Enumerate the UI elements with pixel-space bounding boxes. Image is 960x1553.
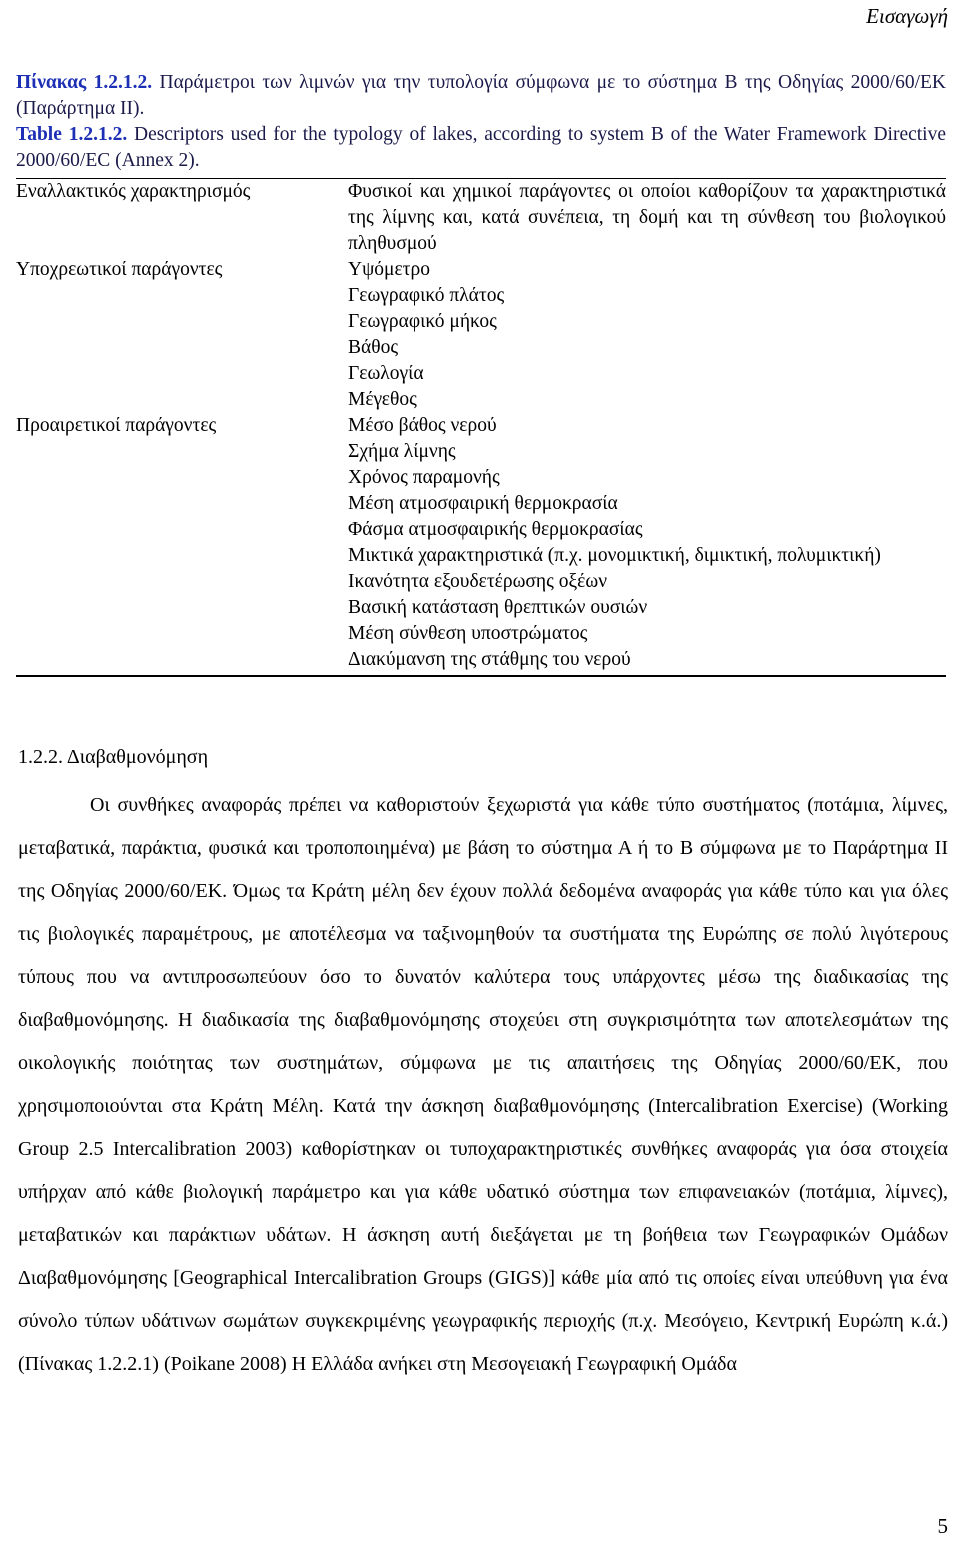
optional-row [16, 413, 946, 673]
list-item: Ικανότητα εξουδετέρωσης οξέων [348, 571, 608, 592]
optional-label: Προαιρετικοί παράγοντες [16, 415, 217, 436]
lake-descriptors-table [16, 178, 946, 677]
list-item: Μέγεθος [348, 389, 417, 410]
list-item: Χρόνος παραμονής [348, 467, 500, 488]
caption-greek-label: Πίνακας [16, 72, 87, 93]
list-item: Γεωλογία [348, 363, 424, 384]
optional-list [348, 413, 946, 673]
header-left-cell: Εναλλακτικός χαρακτηρισμός [16, 181, 251, 202]
header-right-cell: Φυσικοί και χημικοί παράγοντες οι οποίοι καθορίζουν τα χαρακτηριστικά της λίμνης και, κατά συνέπεια, τη δομή και τη σύνθεση του βιολογικού πληθυσμού [348, 181, 946, 254]
table-caption-greek [16, 70, 946, 122]
list-item: Μέση ατμοσφαιρική θερμοκρασία [348, 493, 618, 514]
caption-greek-number: 1.2.1.2. [93, 72, 153, 93]
list-item: Βασική κατάσταση θρεπτικών ουσιών [348, 597, 648, 618]
list-item: Βάθος [348, 337, 399, 358]
mandatory-list [348, 257, 946, 413]
section-number: 1.2.2. [18, 746, 63, 768]
page-number: 5 [937, 1514, 948, 1538]
mandatory-row [16, 257, 946, 413]
section-title: Διαβαθμονόμηση [66, 746, 209, 768]
table-caption-english [16, 122, 946, 174]
caption-english-number: 1.2.1.2. [68, 124, 128, 145]
caption-greek-text: Παράμετροι των λιμνών για την τυπολογία σύμφωνα με το σύστημα B της Οδηγίας 2000/60/ΕΚ (Παράρτημα ΙΙ). [16, 72, 947, 119]
list-item: Διακύμανση της στάθμης του νερού [348, 649, 631, 670]
table-header-row [16, 179, 946, 257]
list-item: Σχήμα λίμνης [348, 441, 456, 462]
caption-english-text: Descriptors used for the typology of lakes, according to system B of the Water Framework Directive 2000/60/EC (Annex 2). [16, 124, 947, 171]
mandatory-label: Υποχρεωτικοί παράγοντες [16, 259, 223, 280]
list-item: Μικτικά χαρακτηριστικά (π.χ. μονομικτική, διμικτική, πολυμικτική) [348, 545, 881, 566]
section-heading [18, 746, 208, 769]
list-item: Υψόμετρο [348, 259, 430, 280]
list-item: Μέση σύνθεση υποστρώματος [348, 623, 588, 644]
list-item: Μέσο βάθος νερού [348, 415, 497, 436]
list-item: Γεωγραφικό μήκος [348, 311, 497, 332]
list-item: Γεωγραφικό πλάτος [348, 285, 505, 306]
chapter-header: Εισαγωγή [866, 4, 948, 28]
caption-english-label: Table [16, 124, 62, 145]
body-paragraph: Οι συνθήκες αναφοράς πρέπει να καθοριστούν ξεχωριστά για κάθε τύπο συστήματος (ποτάμια, λίμνες, μεταβατικά, παράκτια, φυσικά και τροποποιημένα) με βάση το σύστημα Α ή το Β σύμφωνα με το Παράρτημα ΙΙ της Οδηγίας 2000/60/ΕΚ. Όμως τα Κράτη μέλη δεν έχουν πολλά δεδομένα αναφοράς για κάθε τύπο και για όλες τις βιολογικές παραμέτρους, με αποτέλεσμα να ταξινομηθούν τα συστήματα της Ευρώπης σε πολύ λιγότερους τύπους που να αντιπροσωπεύουν όσο το δυνατόν καλύτερα τους υπάρχοντες μέσω της διαδικασίας της διαβαθμονόμησης. Η διαδικασία της διαβαθμονόμησης στοχεύει στη συγκρισιμότητα των αποτελεσμάτων της οικολογικής ποιότητας των συστημάτων, σύμφωνα με τις απαιτήσεις της Οδηγίας 2000/60/ΕΚ, που χρησιμοποιούνται στα Κράτη Μέλη. Κατά την άσκηση διαβαθμονόμησης (Intercalibration Exercise) (Working Group 2.5 Intercalibration 2003) καθορίστηκαν οι τυποχαρακτηριστικές συνθήκες αναφοράς για όσα στοιχεία υπήρχαν από κάθε βιολογική παράμετρο και για κάθε υδατικό σύστημα των επιφανειακών (ποτάμια, λίμνες), μεταβατικών και παράκτιων υδάτων. Η άσκηση αυτή διεξάγεται με τη βοήθεια των Γεωγραφικών Ομάδων Διαβαθμονόμησης [Geographical Intercalibration Groups (GIGS)] κάθε μία από τις οποίες είναι υπεύθυνη για ένα σύνολο τύπων υδάτινων σωμάτων συγκεκριμένης γεωγραφικής περιοχής (π.χ. Μεσόγειο, Κεντρική Ευρώπη κ.ά.) (Πίνακας 1.2.2.1) (Poikane 2008) Η Ελλάδα ανήκει στη Μεσογειακή Γεωγραφική Ομάδα [18, 794, 948, 1375]
list-item: Φάσμα ατμοσφαιρικής θερμοκρασίας [348, 519, 643, 540]
